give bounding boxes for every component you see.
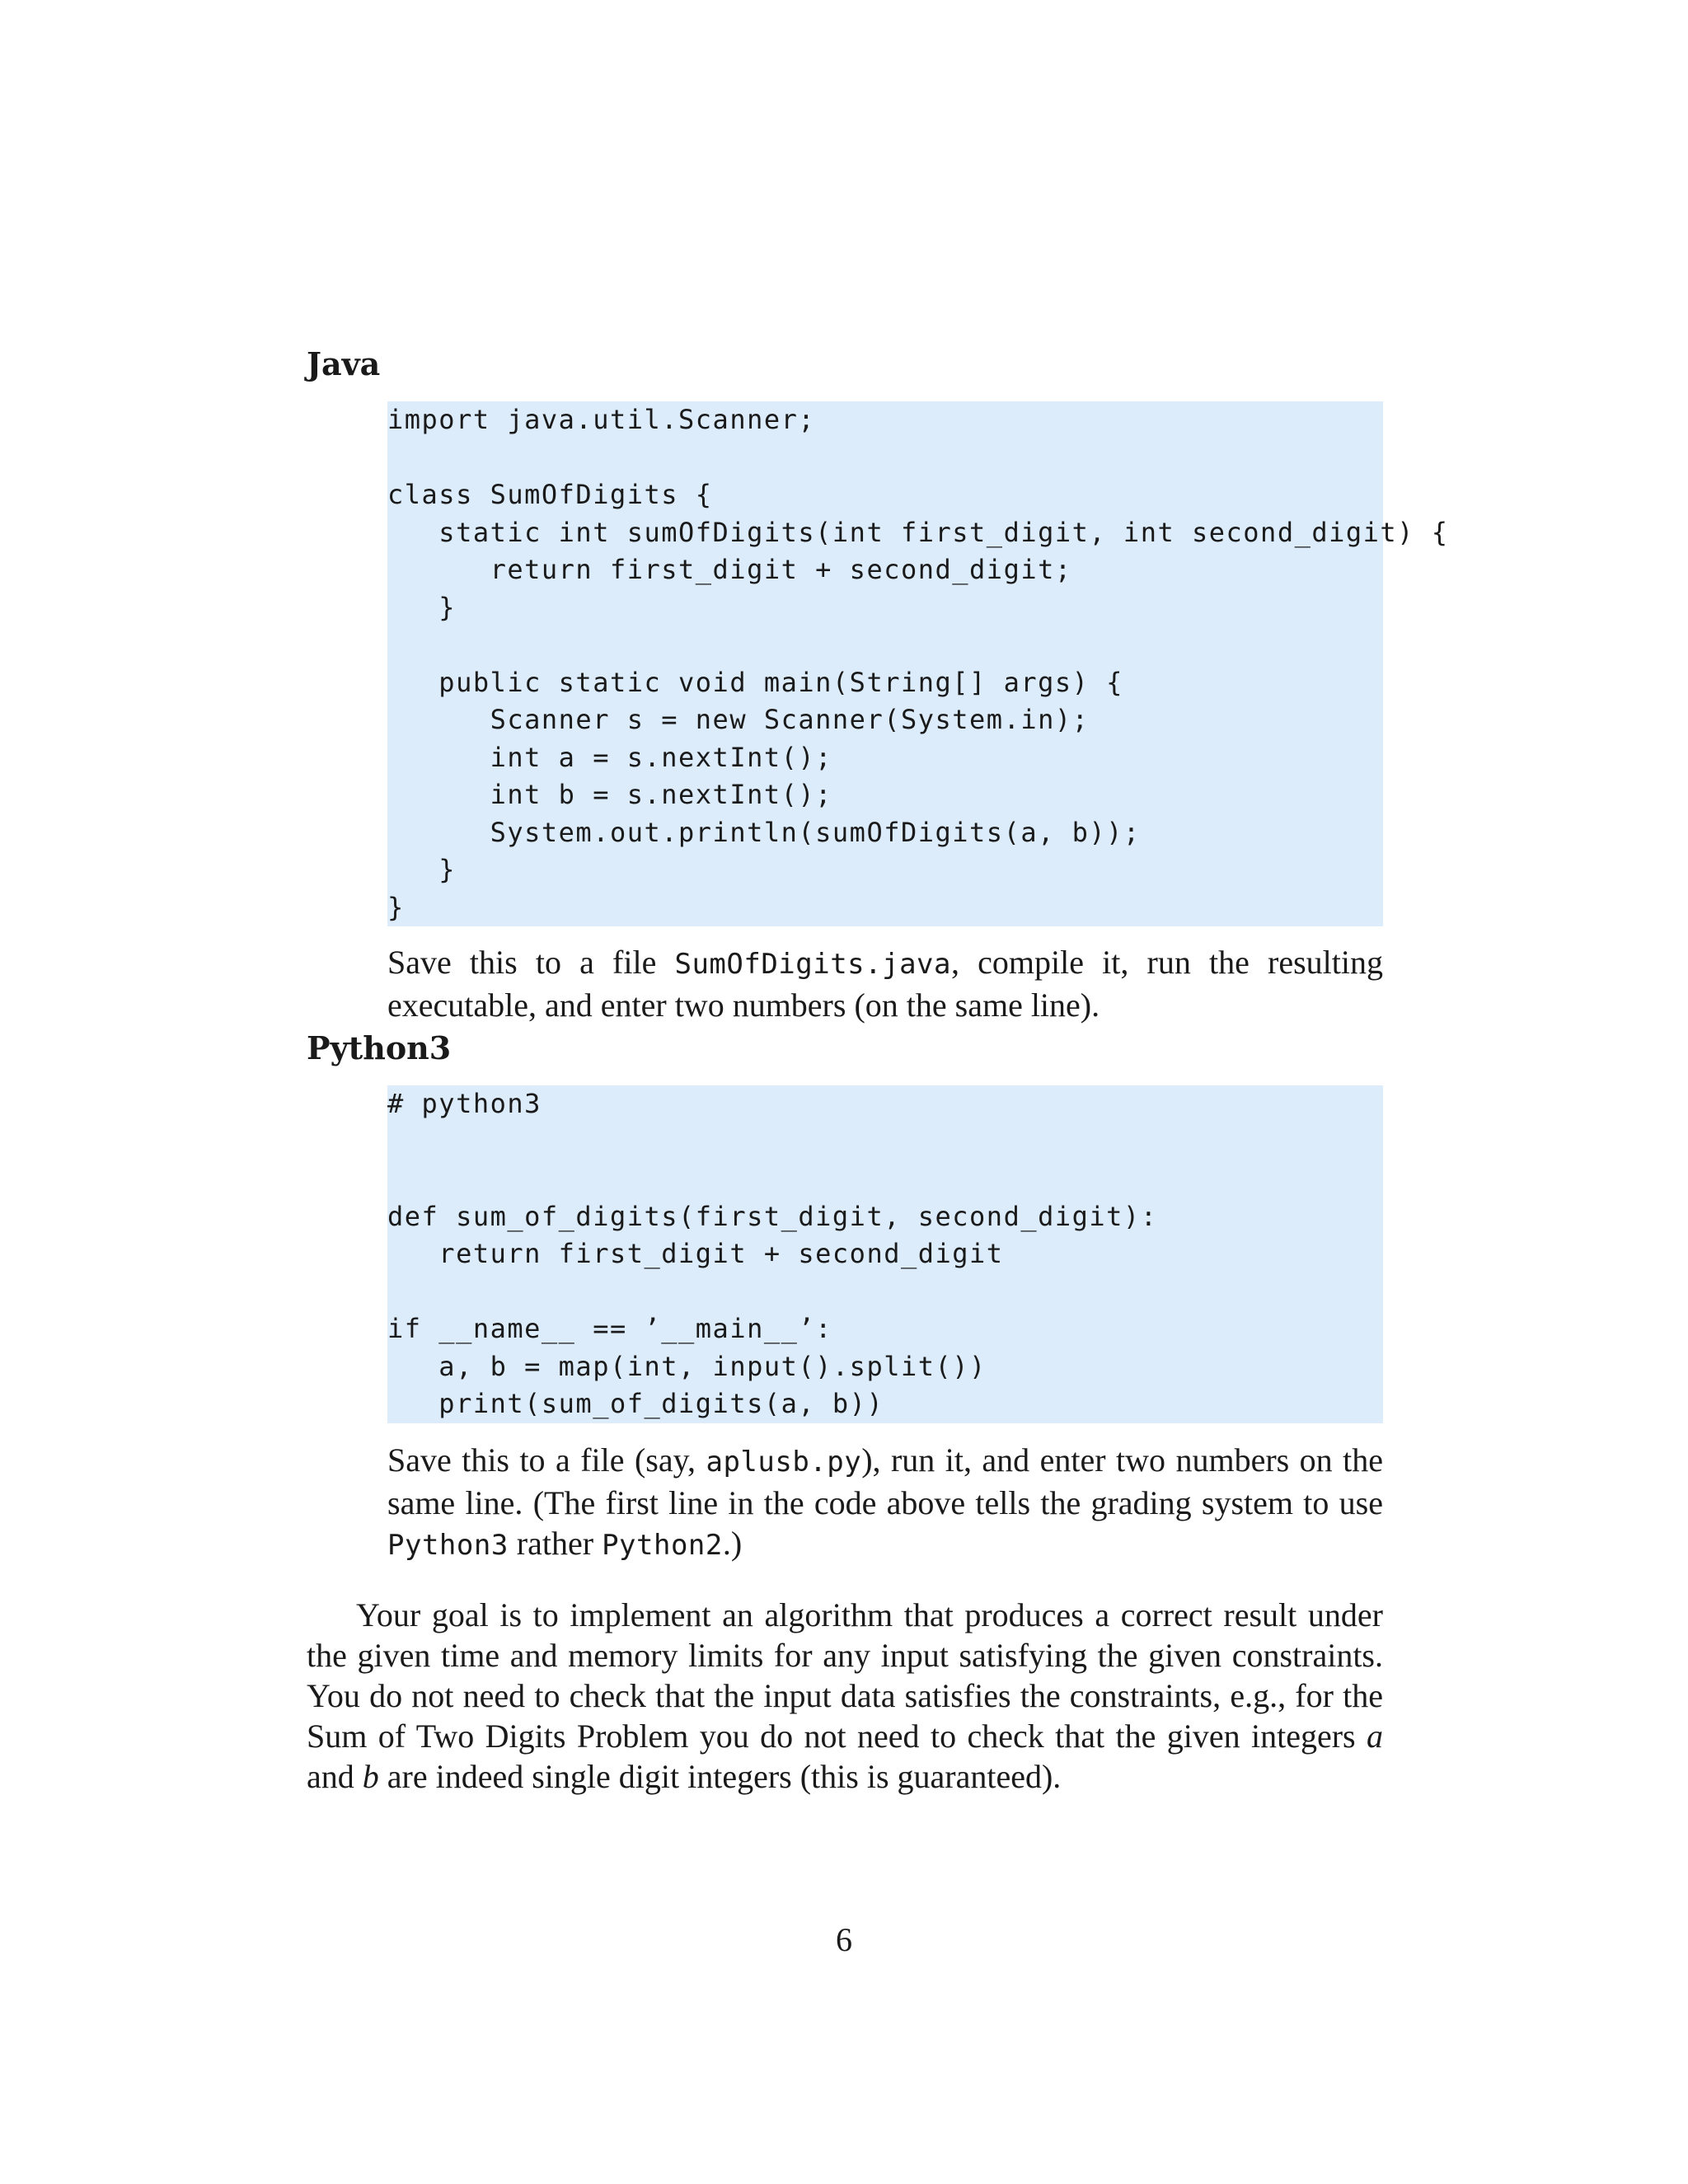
code-line: public static void main(String[] args) { (387, 666, 1123, 698)
goal-text: and (307, 1758, 363, 1795)
code-line: } (387, 891, 405, 923)
python-note-text: rather (508, 1525, 603, 1562)
code-line (387, 1123, 1383, 1161)
python-note-text: Save this to a file (say, (387, 1441, 706, 1479)
goal-text: are indeed single digit integers (this is guaranteed). (378, 1758, 1062, 1795)
code-line: int a = s.nextInt(); (387, 741, 832, 773)
code-line: return first_digit + second_digit; (387, 554, 1072, 585)
code-line: import java.util.Scanner; (387, 404, 816, 435)
page-number: 6 (836, 1921, 852, 1958)
python-instructions (387, 1440, 1383, 1566)
python-note-text: .) (722, 1525, 743, 1562)
code-line (387, 626, 1383, 664)
python3-label: Python3 (387, 1529, 509, 1562)
code-line: } (387, 854, 457, 885)
code-line: if __name__ == ’__main__’: (387, 1313, 832, 1344)
section-heading-java: Java (307, 345, 381, 382)
code-line: int b = s.nextInt(); (387, 779, 832, 810)
java-filename: SumOfDigits.java (674, 948, 951, 981)
python2-label: Python2 (602, 1529, 723, 1562)
python-filename: aplusb.py (706, 1446, 862, 1479)
variable-a: a (1367, 1718, 1383, 1755)
code-line: Scanner s = new Scanner(System.in); (387, 704, 1090, 735)
code-line: return first_digit + second_digit (387, 1238, 1004, 1269)
goal-paragraph (307, 1595, 1383, 1797)
java-instructions (387, 942, 1383, 1025)
python-code (387, 1085, 1383, 1423)
code-line: static int sumOfDigits(int first_digit, int second_digit) { (387, 516, 1449, 548)
code-line (387, 1160, 1383, 1198)
section-heading-python3: Python3 (307, 1029, 452, 1066)
java-code (387, 401, 1449, 926)
code-line: a, b = map(int, input().split()) (387, 1350, 987, 1382)
python-note-text: ), run it, and enter two numbers on the same line. (The first line in the code above tells the grading system to use (387, 1441, 1383, 1521)
java-code-block (387, 401, 1449, 926)
code-line: print(sum_of_digits(a, b)) (387, 1388, 884, 1419)
variable-b: b (362, 1758, 379, 1795)
python-code-block (387, 1085, 1383, 1423)
code-line (387, 1273, 1383, 1311)
java-note-text: , compile it, run the resulting executable, and enter two numbers (on the same line). (387, 944, 1384, 1024)
goal-text: Your goal is to implement an algorithm that produces a correct result under the given time and memory limits for any input satisfying the given constraints. You do not need to check that the input data satisfies the constraints, e.g., for the Sum of Two Digits Problem you do not need to check that the given integers (307, 1596, 1383, 1755)
code-line (387, 439, 1383, 477)
code-line: def sum_of_digits(first_digit, second_digit): (387, 1200, 1158, 1232)
code-line: # python3 (387, 1088, 542, 1119)
code-line: class SumOfDigits { (387, 479, 713, 510)
code-line: } (387, 591, 457, 623)
java-note-text: Save this to a file (387, 944, 675, 981)
code-line: System.out.println(sumOfDigits(a, b)); (387, 816, 1141, 848)
